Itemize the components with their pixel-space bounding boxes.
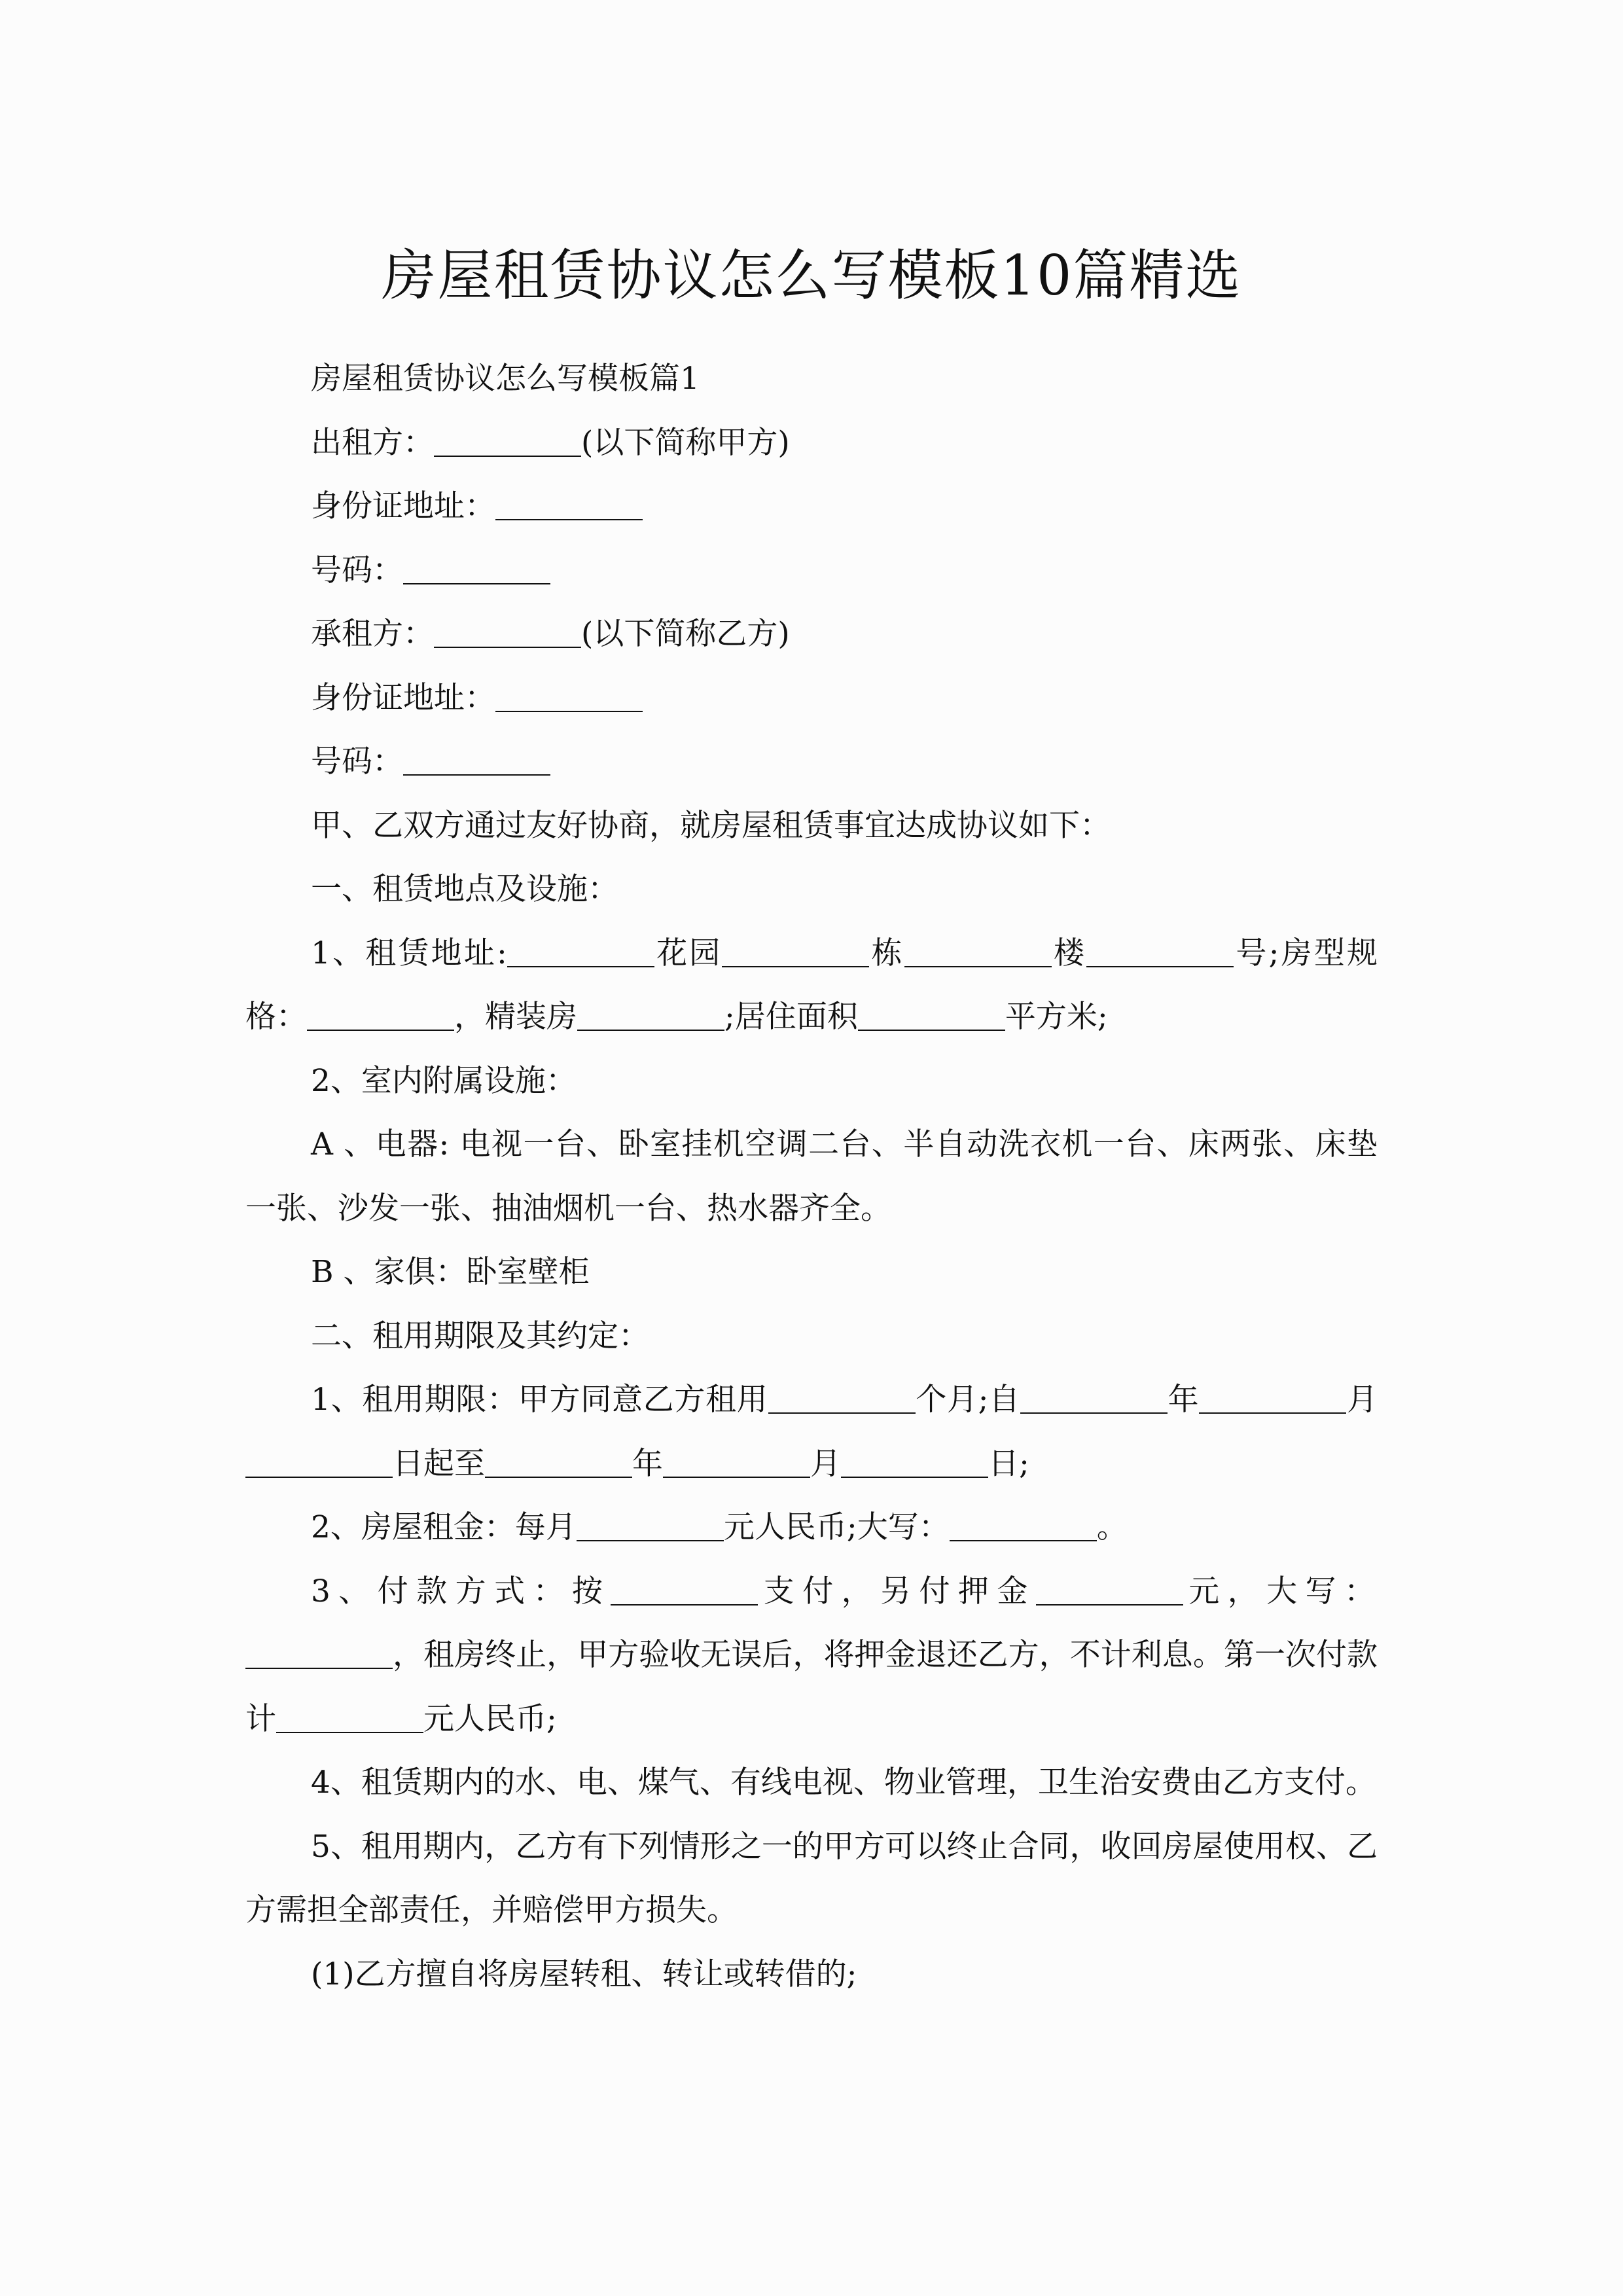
blank-field[interactable] — [307, 1001, 454, 1031]
text-segment: ，精装房 — [454, 999, 577, 1035]
blank-field[interactable] — [485, 1448, 632, 1478]
section-heading: 房屋租赁协议怎么写模板篇1 — [311, 361, 700, 397]
rental-address-paragraph — [245, 922, 1378, 1049]
blank-field[interactable] — [841, 1448, 988, 1478]
lessor-id-address-label: 身份证地址： — [311, 488, 495, 524]
lessee-number-line — [245, 730, 1378, 794]
payment-method-paragraph — [245, 1560, 1378, 1751]
document-body — [245, 347, 1378, 2006]
lessor-id-address-blank[interactable] — [495, 490, 643, 520]
blank-field[interactable] — [1020, 1384, 1168, 1414]
lessor-line — [245, 411, 1378, 475]
intro-paragraph: 甲、乙双方通过友好协商，就房屋租赁事宜达成协议如下： — [311, 807, 1111, 844]
blank-field[interactable] — [663, 1448, 810, 1478]
blank-field[interactable] — [858, 1001, 1005, 1031]
section-1-heading: 一、租赁地点及设施： — [311, 871, 618, 907]
text-segment: 号;房型规格： — [245, 935, 1378, 1035]
text-segment: 年 — [1167, 1382, 1200, 1418]
text-segment: 平方米; — [1005, 999, 1108, 1035]
lessee-id-address-label: 身份证地址： — [311, 679, 495, 716]
blank-field[interactable] — [768, 1384, 916, 1414]
document-title: 房屋租赁协议怎么写模板10篇精选 — [381, 243, 1242, 308]
lessee-id-address-blank[interactable] — [495, 682, 643, 712]
utilities-paragraph: 4、租赁期内的水、电、煤气、有线电视、物业管理，卫生治安费由乙方支付。 — [311, 1765, 1376, 1801]
text-segment: ，租房终止，甲方验收无误后，将押金退还乙方，不计利息。第一次付款计 — [245, 1637, 1378, 1737]
rent-paragraph — [245, 1496, 1378, 1560]
lessor-suffix: (以下简称甲方) — [581, 424, 790, 461]
lessee-number-blank[interactable] — [403, 745, 550, 776]
text-segment: 栋 — [869, 935, 904, 971]
text-segment: 2、房屋租金：每月 — [311, 1509, 577, 1545]
blank-field[interactable] — [1036, 1575, 1183, 1605]
blank-field[interactable] — [1199, 1384, 1346, 1414]
termination-clause-1: (1)乙方擅自将房屋转租、转让或转借的; — [311, 1956, 857, 1992]
text-segment: 楼 — [1051, 935, 1087, 971]
text-segment: 元人民币;大写： — [723, 1509, 950, 1545]
lessee-id-address-line — [245, 666, 1378, 730]
text-segment: 个月;自 — [915, 1382, 1020, 1418]
lessor-number-line — [245, 539, 1378, 603]
lessee-label: 承租方： — [311, 616, 434, 652]
text-segment: 1、租赁地址: — [311, 935, 507, 971]
blank-field[interactable] — [611, 1575, 758, 1605]
lessee-line — [245, 602, 1378, 666]
text-segment: 年 — [632, 1445, 663, 1482]
text-segment: 元，大写： — [1183, 1573, 1378, 1609]
blank-field[interactable] — [577, 1511, 724, 1541]
lessor-number-label: 号码： — [311, 552, 403, 588]
blank-field[interactable] — [276, 1703, 423, 1733]
section-2-heading: 二、租用期限及其约定： — [311, 1318, 649, 1354]
blank-field[interactable] — [1086, 937, 1234, 967]
text-segment: 月 — [1346, 1382, 1378, 1418]
blank-field[interactable] — [722, 937, 869, 967]
lessor-label: 出租方： — [311, 424, 434, 461]
text-segment: ;居住面积 — [724, 999, 858, 1035]
lessee-suffix: (以下简称乙方) — [581, 616, 790, 652]
furniture-paragraph: B 、家俱：卧室壁柜 — [311, 1254, 590, 1290]
blank-field[interactable] — [904, 937, 1052, 967]
lessor-id-address-line — [245, 475, 1378, 539]
facilities-heading: 2、室内附属设施： — [311, 1062, 577, 1099]
blank-field[interactable] — [577, 1001, 724, 1031]
text-segment: 3、付款方式：按 — [311, 1573, 611, 1609]
appliances-paragraph: A 、电器: 电视一台、卧室挂机空调二台、半自动洗衣机一台、床两张、床垫一张、沙发一张、抽油烟机一台、热水器齐全。 — [245, 1126, 1378, 1227]
lessor-number-blank[interactable] — [403, 554, 550, 584]
text-segment: 花园 — [654, 935, 722, 971]
blank-field[interactable] — [245, 1448, 393, 1478]
blank-field[interactable] — [950, 1511, 1097, 1541]
text-segment: 支付，另付押金 — [758, 1573, 1036, 1609]
blank-field[interactable] — [245, 1639, 393, 1669]
blank-field[interactable] — [507, 937, 654, 967]
text-segment: 1、租用期限：甲方同意乙方租用 — [311, 1382, 768, 1418]
text-segment: 。 — [1096, 1509, 1128, 1545]
lease-term-paragraph — [245, 1368, 1378, 1496]
text-segment: 日起至 — [393, 1445, 485, 1482]
lessee-blank[interactable] — [434, 618, 581, 648]
text-segment: 日; — [988, 1445, 1029, 1482]
lessee-number-label: 号码： — [311, 744, 403, 780]
lessor-blank[interactable] — [434, 427, 581, 457]
text-segment: 月 — [810, 1445, 841, 1482]
text-segment: 元人民币; — [423, 1700, 557, 1737]
termination-paragraph: 5、租用期内，乙方有下列情形之一的甲方可以终止合同，收回房屋使用权、乙方需担全部责任，并赔偿甲方损失。 — [245, 1828, 1378, 1928]
